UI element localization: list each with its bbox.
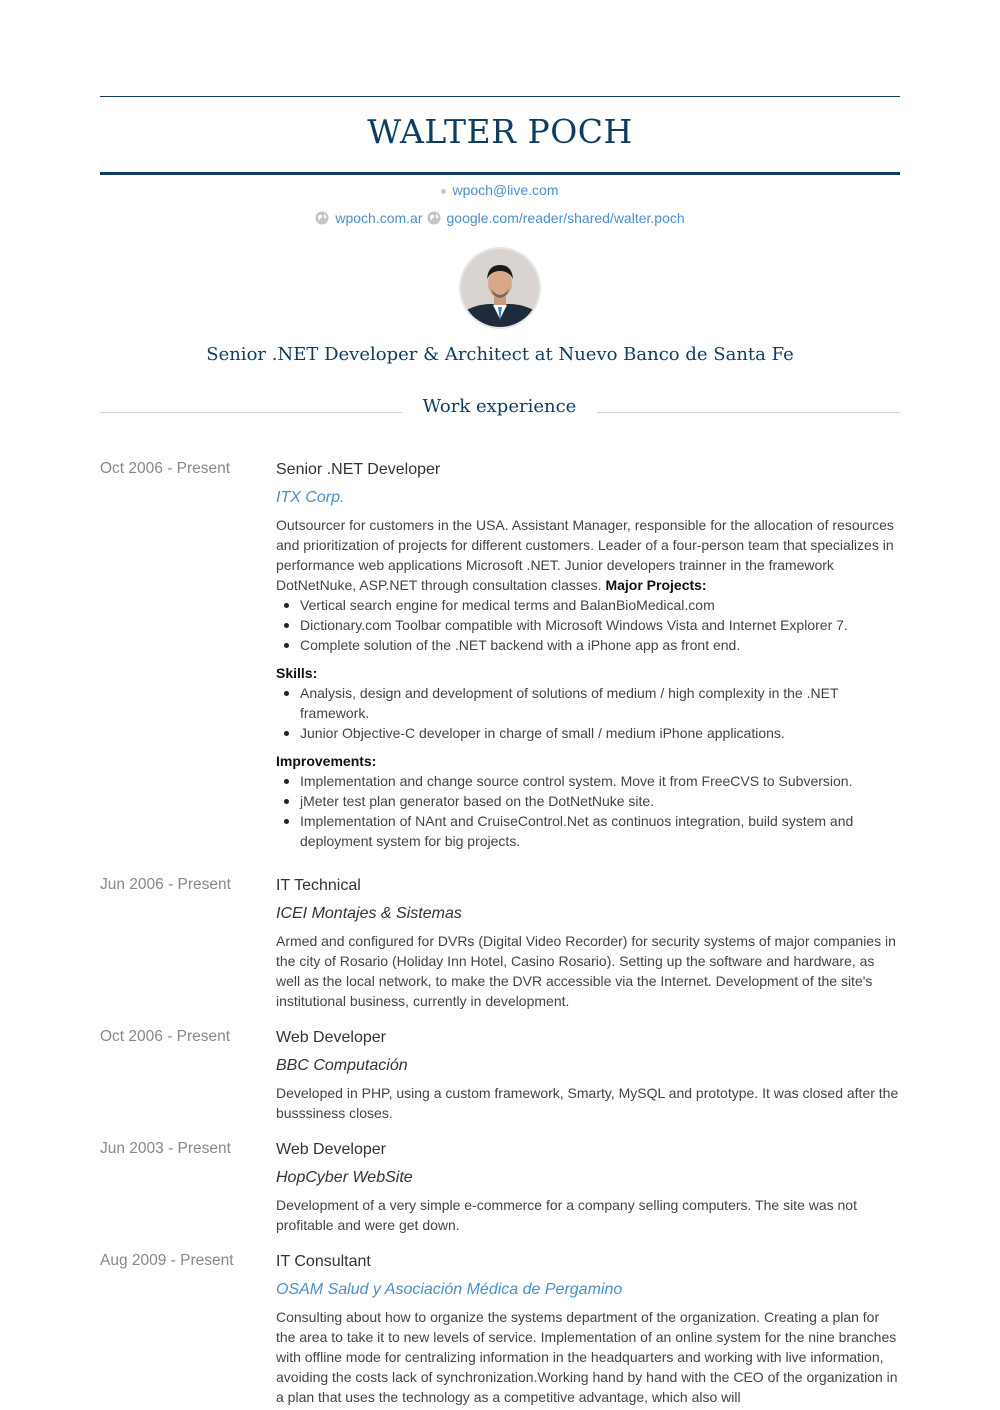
skills-label: Skills: xyxy=(276,665,318,681)
header-bottom-rule xyxy=(100,172,900,175)
resume-page xyxy=(100,0,900,1410)
job-dates: Oct 2006 - Present xyxy=(100,1028,231,1045)
improvements-list xyxy=(276,771,900,851)
section-header-work-experience xyxy=(100,396,900,424)
job-body xyxy=(276,1028,900,1123)
globe-icon xyxy=(427,211,441,225)
section-divider-right xyxy=(597,412,900,413)
improvements-label: Improvements: xyxy=(276,753,377,769)
job-description-text: Outsourcer for customers in the USA. Assistant Manager, responsible for the allocation of resources and prioritization of projects for different customers. Leader of a four-person team that specializes in performance web applications Microsoft .NET. Junior developers trainner in the framework DotNetNuke, ASP.NET through consultation classes. xyxy=(276,517,894,593)
list-item: Junior Objective-C developer in charge of small / medium iPhone applications. xyxy=(276,723,900,743)
email-link[interactable] xyxy=(441,182,558,198)
skills-list xyxy=(276,683,900,743)
job-description: Development of a very simple e-commerce for a company selling computers. The site was not profitable and were get down. xyxy=(276,1197,857,1233)
list-item: Dictionary.com Toolbar compatible with Microsoft Windows Vista and Internet Explorer 7. xyxy=(276,615,900,635)
job-body xyxy=(276,1140,900,1235)
job-body xyxy=(276,876,900,1011)
projects-label: Major Projects: xyxy=(605,577,707,593)
website-link[interactable] xyxy=(315,210,422,226)
profile-photo xyxy=(459,247,541,329)
email-bullet-icon xyxy=(441,189,446,194)
job-description: Armed and configured for DVRs (Digital Video Recorder) for security systems of major companies in the city of Rosario (Holiday Inn Hotel, Casino Rosario). Setting up the software and hardware, as well as the local network, to make the DVR accessible via the Internet. Development of the site's institutional business, currently in development. xyxy=(276,933,896,1009)
job-role: Web Developer xyxy=(276,1029,386,1046)
job-body xyxy=(276,460,900,851)
job-role: Web Developer xyxy=(276,1141,386,1158)
job-role: IT Technical xyxy=(276,877,361,894)
list-item: Implementation of NAnt and CruiseControl.Net as continuos integration, build system and deployment system for big projects. xyxy=(276,811,900,851)
headline: Senior .NET Developer & Architect at Nuevo Banco de Santa Fe xyxy=(206,344,794,365)
section-divider-left xyxy=(100,412,402,413)
job-company-link[interactable]: ITX Corp. xyxy=(276,489,345,506)
list-item: Implementation and change source control system. Move it from FreeCVS to Subversion. xyxy=(276,771,900,791)
job-body xyxy=(276,1252,900,1407)
job-dates: Oct 2006 - Present xyxy=(100,460,231,477)
reader-text: google.com/reader/shared/walter.poch xyxy=(446,210,685,226)
list-item: Analysis, design and development of solutions of medium / high complexity in the .NET framework. xyxy=(276,683,900,723)
job-description: Developed in PHP, using a custom framework, Smarty, MySQL and prototype. It was closed after the busssiness closes. xyxy=(276,1085,899,1121)
list-item: Vertical search engine for medical terms and BalanBioMedical.com xyxy=(276,595,900,615)
job-dates: Jun 2006 - Present xyxy=(100,876,231,893)
profile-photo-portrait xyxy=(461,249,539,327)
reader-link[interactable] xyxy=(427,210,685,226)
job-company: ICEI Montajes & Sistemas xyxy=(276,905,462,922)
globe-icon xyxy=(315,211,329,225)
job-description: Consulting about how to organize the systems department of the organization. Creating a plan for the area to take it to new levels of service. Implementation of an online system for the nine branches with offline mode for centralizing information in the headquarters and working with live information, avoiding the costs lack of synchronization.Working hand by hand with the CEO of the organization in a plan that uses the technology as a competitive advantage, which also will xyxy=(276,1309,898,1405)
header-top-rule xyxy=(100,96,900,97)
job-company: BBC Computación xyxy=(276,1057,408,1074)
email-text: wpoch@live.com xyxy=(452,182,559,198)
job-role: Senior .NET Developer xyxy=(276,461,441,478)
website-text: wpoch.com.ar xyxy=(335,210,423,226)
list-item: jMeter test plan generator based on the DotNetNuke site. xyxy=(276,791,900,811)
job-company-link[interactable]: OSAM Salud y Asociación Médica de Pergamino xyxy=(276,1281,623,1298)
contact-row-links xyxy=(100,210,900,226)
job-dates: Jun 2003 - Present xyxy=(100,1140,231,1157)
job-company: HopCyber WebSite xyxy=(276,1169,413,1186)
job-description xyxy=(276,515,900,595)
job-dates: Aug 2009 - Present xyxy=(100,1252,234,1269)
projects-list xyxy=(276,595,900,655)
candidate-name: WALTER POCH xyxy=(367,112,633,151)
section-title: Work experience xyxy=(422,396,577,417)
job-role: IT Consultant xyxy=(276,1253,371,1270)
list-item: Complete solution of the .NET backend with a iPhone app as front end. xyxy=(276,635,900,655)
contact-row-email xyxy=(100,182,900,198)
